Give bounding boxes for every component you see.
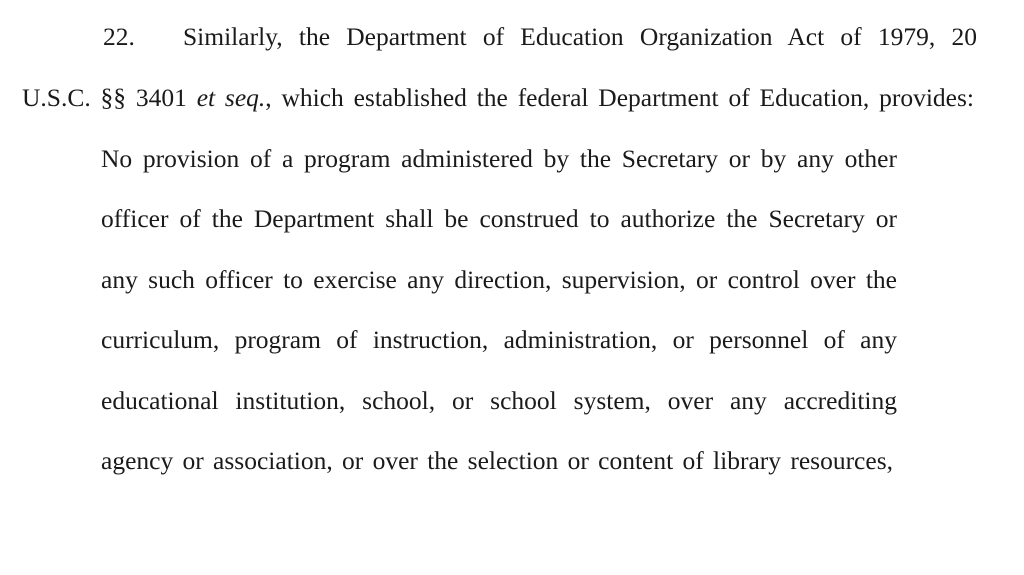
block-quote-line: educational institution, school, or school system, over any accrediting <box>101 386 897 415</box>
block-quote-line: curriculum, program of instruction, administration, or personnel of any <box>101 325 897 354</box>
block-quote-line: No provision of a program administered by the Secretary or by any other <box>101 144 897 173</box>
citation-suffix: , which established the federal Department of Education, provides: <box>265 83 974 112</box>
paragraph-number: 22. <box>103 22 135 51</box>
block-quote-line: agency or association, or over the selection or content of library resources, <box>101 446 893 475</box>
paragraph-text-line-1: Similarly, the Department of Education Organization Act of 1979, 20 <box>183 22 977 51</box>
citation-italic: et seq. <box>196 83 266 112</box>
citation-prefix: U.S.C. §§ 3401 <box>22 83 197 112</box>
block-quote-line: officer of the Department shall be construed to authorize the Secretary or <box>101 204 897 233</box>
block-quote-line: any such officer to exercise any direction, supervision, or control over the <box>101 265 897 294</box>
paragraph-22-line-2 <box>22 83 974 113</box>
